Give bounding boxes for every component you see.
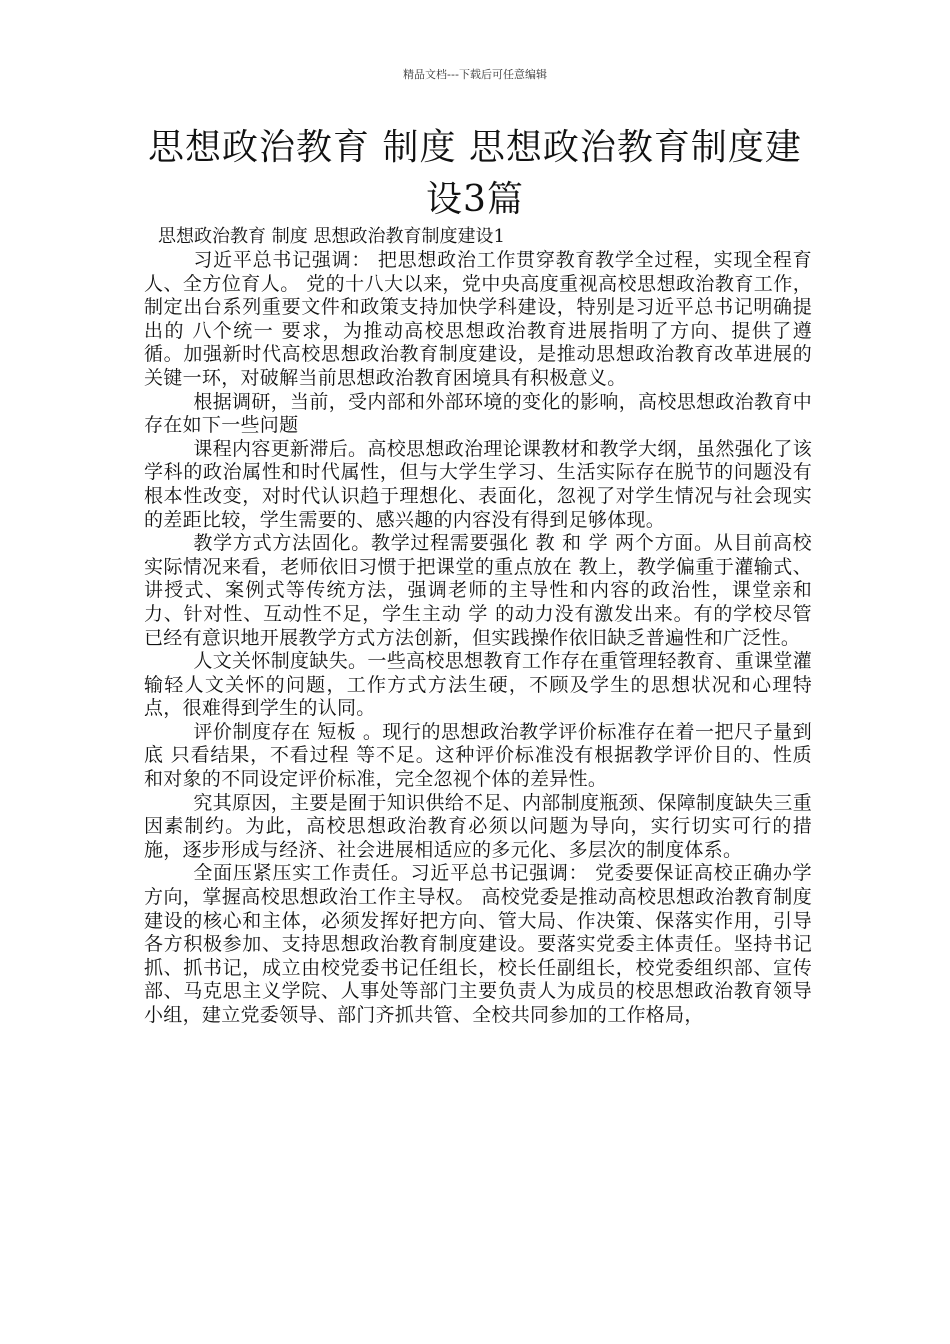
paragraph-5: 人文关怀制度缺失。一些高校思想教育工作存在重管理轻教育、重课堂灌输轻人文关怀的问题，工作方式方法生硬，不顾及学生的思想状况和心理特点，很难得到学生的认同。 xyxy=(144,650,812,720)
paragraph-2: 根据调研，当前，受内部和外部环境的变化的影响，高校思想政治教育中存在如下一些问题 xyxy=(144,390,812,437)
section-subtitle: 思想政治教育 制度 思想政治教育制度建设1 xyxy=(158,226,505,247)
document-title xyxy=(100,122,850,226)
paragraph-1: 习近平总书记强调： 把思想政治工作贯穿教育教学全过程，实现全程育人、全方位育人。 党的十八大以来，党中央高度重视高校思想政治教育工作，制定出台系列重要文件和政策支持加快学科建设，特别是习近平总书记明确提出的 八个统一 要求，为推动高校思想政治教育进展指明了方向、提供了遵循。加强新时代高校思想政治教育制度建设，是推动思想政治教育改革进展的关键一环，对破解当前思想政治教育困境具有积极意义。 xyxy=(144,249,812,389)
paragraph-4: 教学方式方法固化。教学过程需要强化 教 和 学 两个方面。从目前高校实际情况来看，老师依旧习惯于把课堂的重点放在 教上，教学偏重于灌输式、讲授式、案例式等传统方法，强调老师的主导性和内容的政治性，课堂亲和力、针对性、互动性不足，学生主动 学 的动力没有激发出来。有的学校尽管已经有意识地开展教学方式方法创新，但实践操作依旧缺乏普遍性和广泛性。 xyxy=(144,532,812,649)
title-line-1: 思想政治教育 制度 思想政治教育制度建 xyxy=(148,127,802,168)
title-line-2: 设3篇 xyxy=(426,179,524,220)
document-body xyxy=(144,224,812,1028)
paragraph-3: 课程内容更新滞后。高校思想政治理论课教材和教学大纲，虽然强化了该学科的政治属性和时代属性，但与大学生学习、生活实际存在脱节的问题没有根本性改变，对时代认识趋于理想化、表面化，忽视了对学生情况与社会现实的差距比较，学生需要的、感兴趣的内容没有得到足够体现。 xyxy=(144,437,812,531)
paragraph-7: 究其原因，主要是囿于知识供给不足、内部制度瓶颈、保障制度缺失三重因素制约。为此，高校思想政治教育必须以问题为导向，实行切实可行的措施，逐步形成与经济、社会进展相适应的多元化、多层次的制度体系。 xyxy=(144,791,812,861)
paragraph-8: 全面压紧压实工作责任。习近平总书记强调： 党委要保证高校正确办学方向，掌握高校思想政治工作主导权。 高校党委是推动高校思想政治教育制度建设的核心和主体，必须发挥好把方向、管大局、作决策、保落实作用，引导各方积极参加、支持思想政治教育制度建设。要落实党委主体责任。坚持书记抓、抓书记，成立由校党委书记任组长，校长任副组长，校党委组织部、宣传部、马克思主义学院、人事处等部门主要负责人为成员的校思想政治教育领导小组，建立党委领导、部门齐抓共管、全校共同参加的工作格局， xyxy=(144,862,812,1026)
paragraph-6: 评价制度存在 短板 。现行的思想政治教学评价标准存在着一把尺子量到底 只看结果，不看过程 等不足。这种评价标准没有根据教学评价目的、性质和对象的不同设定评价标准，完全忽视个体的差异性。 xyxy=(144,720,812,791)
page-header-note: 精品文档---下载后可任意编辑 xyxy=(403,68,547,81)
